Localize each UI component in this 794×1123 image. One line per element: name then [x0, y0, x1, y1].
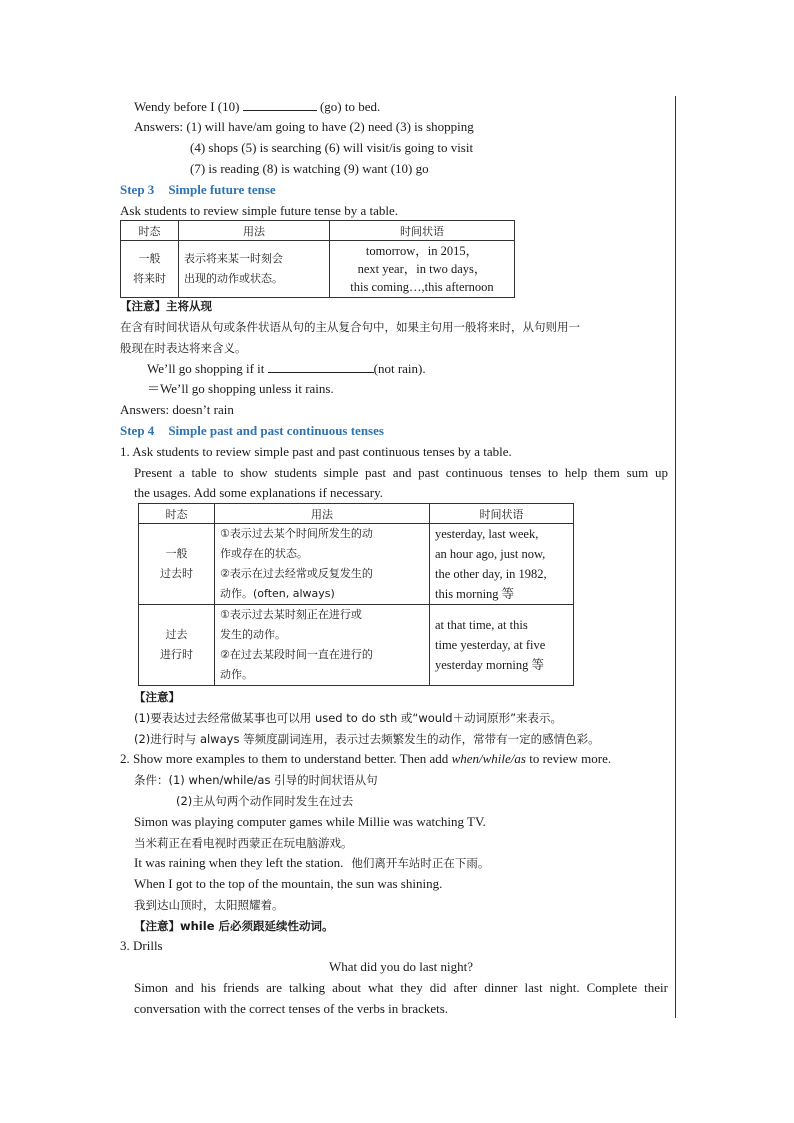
example-3-cn: 我到达山顶时，太阳照耀着。	[134, 898, 284, 912]
note-line-1: (1)要表达过去经常做某事也可以用 used to do sth 或“would＋动词原形”来表示。	[134, 711, 563, 725]
step3-answer: Answers: doesn’t rain	[120, 402, 234, 417]
blank-10	[243, 99, 317, 111]
text: Wendy before I (10)	[134, 99, 243, 114]
text: ①表示过去某时刻正在进行或	[220, 608, 362, 621]
answers-text: (1) will have/am going to have (2) need (3) is shopping	[186, 119, 474, 134]
answers-line-1	[134, 118, 474, 136]
header-usage: 用法	[215, 504, 430, 524]
note-title: 【注意】主将从现	[120, 299, 212, 313]
usage-cell	[215, 524, 430, 605]
answers-label: Answers:	[134, 119, 187, 134]
text: next year，in two days，	[357, 262, 487, 276]
item1-desc-1: Present a table to show students simple past and past continuous tenses to help them sum up	[134, 465, 668, 480]
future-tense-table	[120, 220, 515, 298]
tense-cell	[121, 241, 179, 298]
note-line-2: 般现在时表达将来含义。	[120, 341, 247, 355]
adverbial-cell	[430, 524, 574, 605]
condition-1: 条件：(1) when/while/as 引导的时间状语从句	[134, 773, 378, 787]
usage-cell	[179, 241, 330, 298]
header-tense: 时态	[121, 221, 179, 241]
example-1: Simon was playing computer games while Millie was watching TV.	[134, 814, 486, 829]
example-line-1	[147, 360, 426, 378]
text: 进行时	[160, 648, 193, 661]
tense-cell	[139, 605, 215, 686]
past-tense-table	[138, 503, 574, 686]
text: at that time, at this	[435, 618, 528, 632]
text: (go) to bed.	[316, 99, 381, 114]
drill-title: What did you do last night?	[328, 959, 474, 974]
item3: 3. Drills	[120, 938, 163, 953]
text: 将来时	[133, 272, 166, 285]
text: 动作。	[220, 668, 253, 681]
item2	[120, 750, 611, 768]
text: 动作。(often, always)	[220, 587, 335, 600]
italic-text: when/while/as	[451, 751, 526, 766]
step-title: Simple past and past continuous tenses	[168, 423, 384, 438]
note-line-2: (2)进行时与 always 等频度副词连用，表示过去频繁发生的动作，常带有一定的感情色彩。	[134, 732, 600, 746]
text: 一般	[165, 547, 188, 560]
tense-cell	[139, 524, 215, 605]
adverbial-cell	[430, 605, 574, 686]
note-while: 【注意】while 后必须跟延续性动词。	[134, 919, 334, 933]
note-title: 【注意】	[134, 690, 180, 704]
blank	[268, 361, 374, 373]
text: 2. Show more examples to them to understand better. Then add	[120, 751, 452, 766]
text: 过去时	[160, 567, 193, 580]
answers-line-3: (7) is reading (8) is watching (9) want (10) go	[190, 161, 429, 176]
header-usage: 用法	[179, 221, 330, 241]
example-3: When I got to the top of the mountain, the sun was shining.	[134, 876, 443, 891]
step-title: Simple future tense	[168, 182, 276, 197]
adverbial-cell	[330, 241, 515, 298]
example-2	[134, 854, 489, 872]
text: 一般	[138, 252, 161, 265]
answers-line-2: (4) shops (5) is searching (6) will visit/is going to visit	[190, 140, 474, 155]
text: 发生的动作。	[220, 628, 286, 641]
text: to review more.	[525, 751, 612, 766]
header-tense: 时态	[139, 504, 215, 524]
text: tomorrow，in 2015，	[365, 244, 479, 258]
text: this coming…,this afternoon	[350, 280, 494, 294]
step3-intro: Ask students to review simple future tense by a table.	[120, 203, 398, 218]
drill-line-1: Simon and his friends are talking about what they did after dinner last night. Complete their	[134, 980, 668, 995]
text: 出现的动作或状态。	[184, 272, 283, 285]
text: We’ll go shopping if it	[147, 361, 268, 376]
text: yesterday, last week,	[435, 527, 539, 541]
example-line-2: ＝We’ll go shopping unless it rains.	[147, 381, 334, 396]
text: 作或存在的状态。	[220, 547, 308, 560]
item1-desc-2: the usages. Add some explanations if necessary.	[134, 485, 383, 500]
text: 他们离开车站时正在下雨。	[351, 856, 490, 870]
text: an hour ago, just now,	[435, 547, 546, 561]
step-label: Step 4	[120, 423, 155, 438]
usage-cell	[215, 605, 430, 686]
text: time yesterday, at five	[435, 638, 546, 652]
text: 表示将来某一时刻会	[184, 252, 283, 265]
item1: 1. Ask students to review simple past and past continuous tenses by a table.	[120, 444, 512, 459]
text: (not rain).	[373, 361, 426, 376]
note-line-1: 在含有时间状语从句或条件状语从句的主从复合句中，如果主句用一般将来时，从句则用一	[120, 320, 580, 334]
exercise-line	[134, 98, 380, 116]
text: the other day, in 1982,	[435, 567, 547, 581]
text: ①表示过去某个时间所发生的动	[220, 527, 373, 540]
header-adverbial: 时间状语	[330, 221, 515, 241]
text: ②在过去某段时间一直在进行的	[220, 648, 373, 661]
text: 过去	[165, 628, 188, 641]
step4-heading	[120, 422, 384, 440]
condition-2: (2)主从句两个动作同时发生在过去	[176, 794, 354, 808]
margin-rule	[675, 96, 676, 1018]
step3-heading	[120, 181, 276, 199]
example-1-cn: 当米莉正在看电视时西蒙正在玩电脑游戏。	[134, 836, 353, 850]
text: this morning 等	[435, 587, 515, 601]
header-adverbial: 时间状语	[430, 504, 574, 524]
text: yesterday morning 等	[435, 658, 545, 672]
drill-line-2: conversation with the correct tenses of the verbs in brackets.	[134, 1001, 449, 1016]
text: It was raining when they left the station.	[134, 855, 344, 870]
step-label: Step 3	[120, 182, 155, 197]
text: ②表示在过去经常或反复发生的	[220, 567, 373, 580]
